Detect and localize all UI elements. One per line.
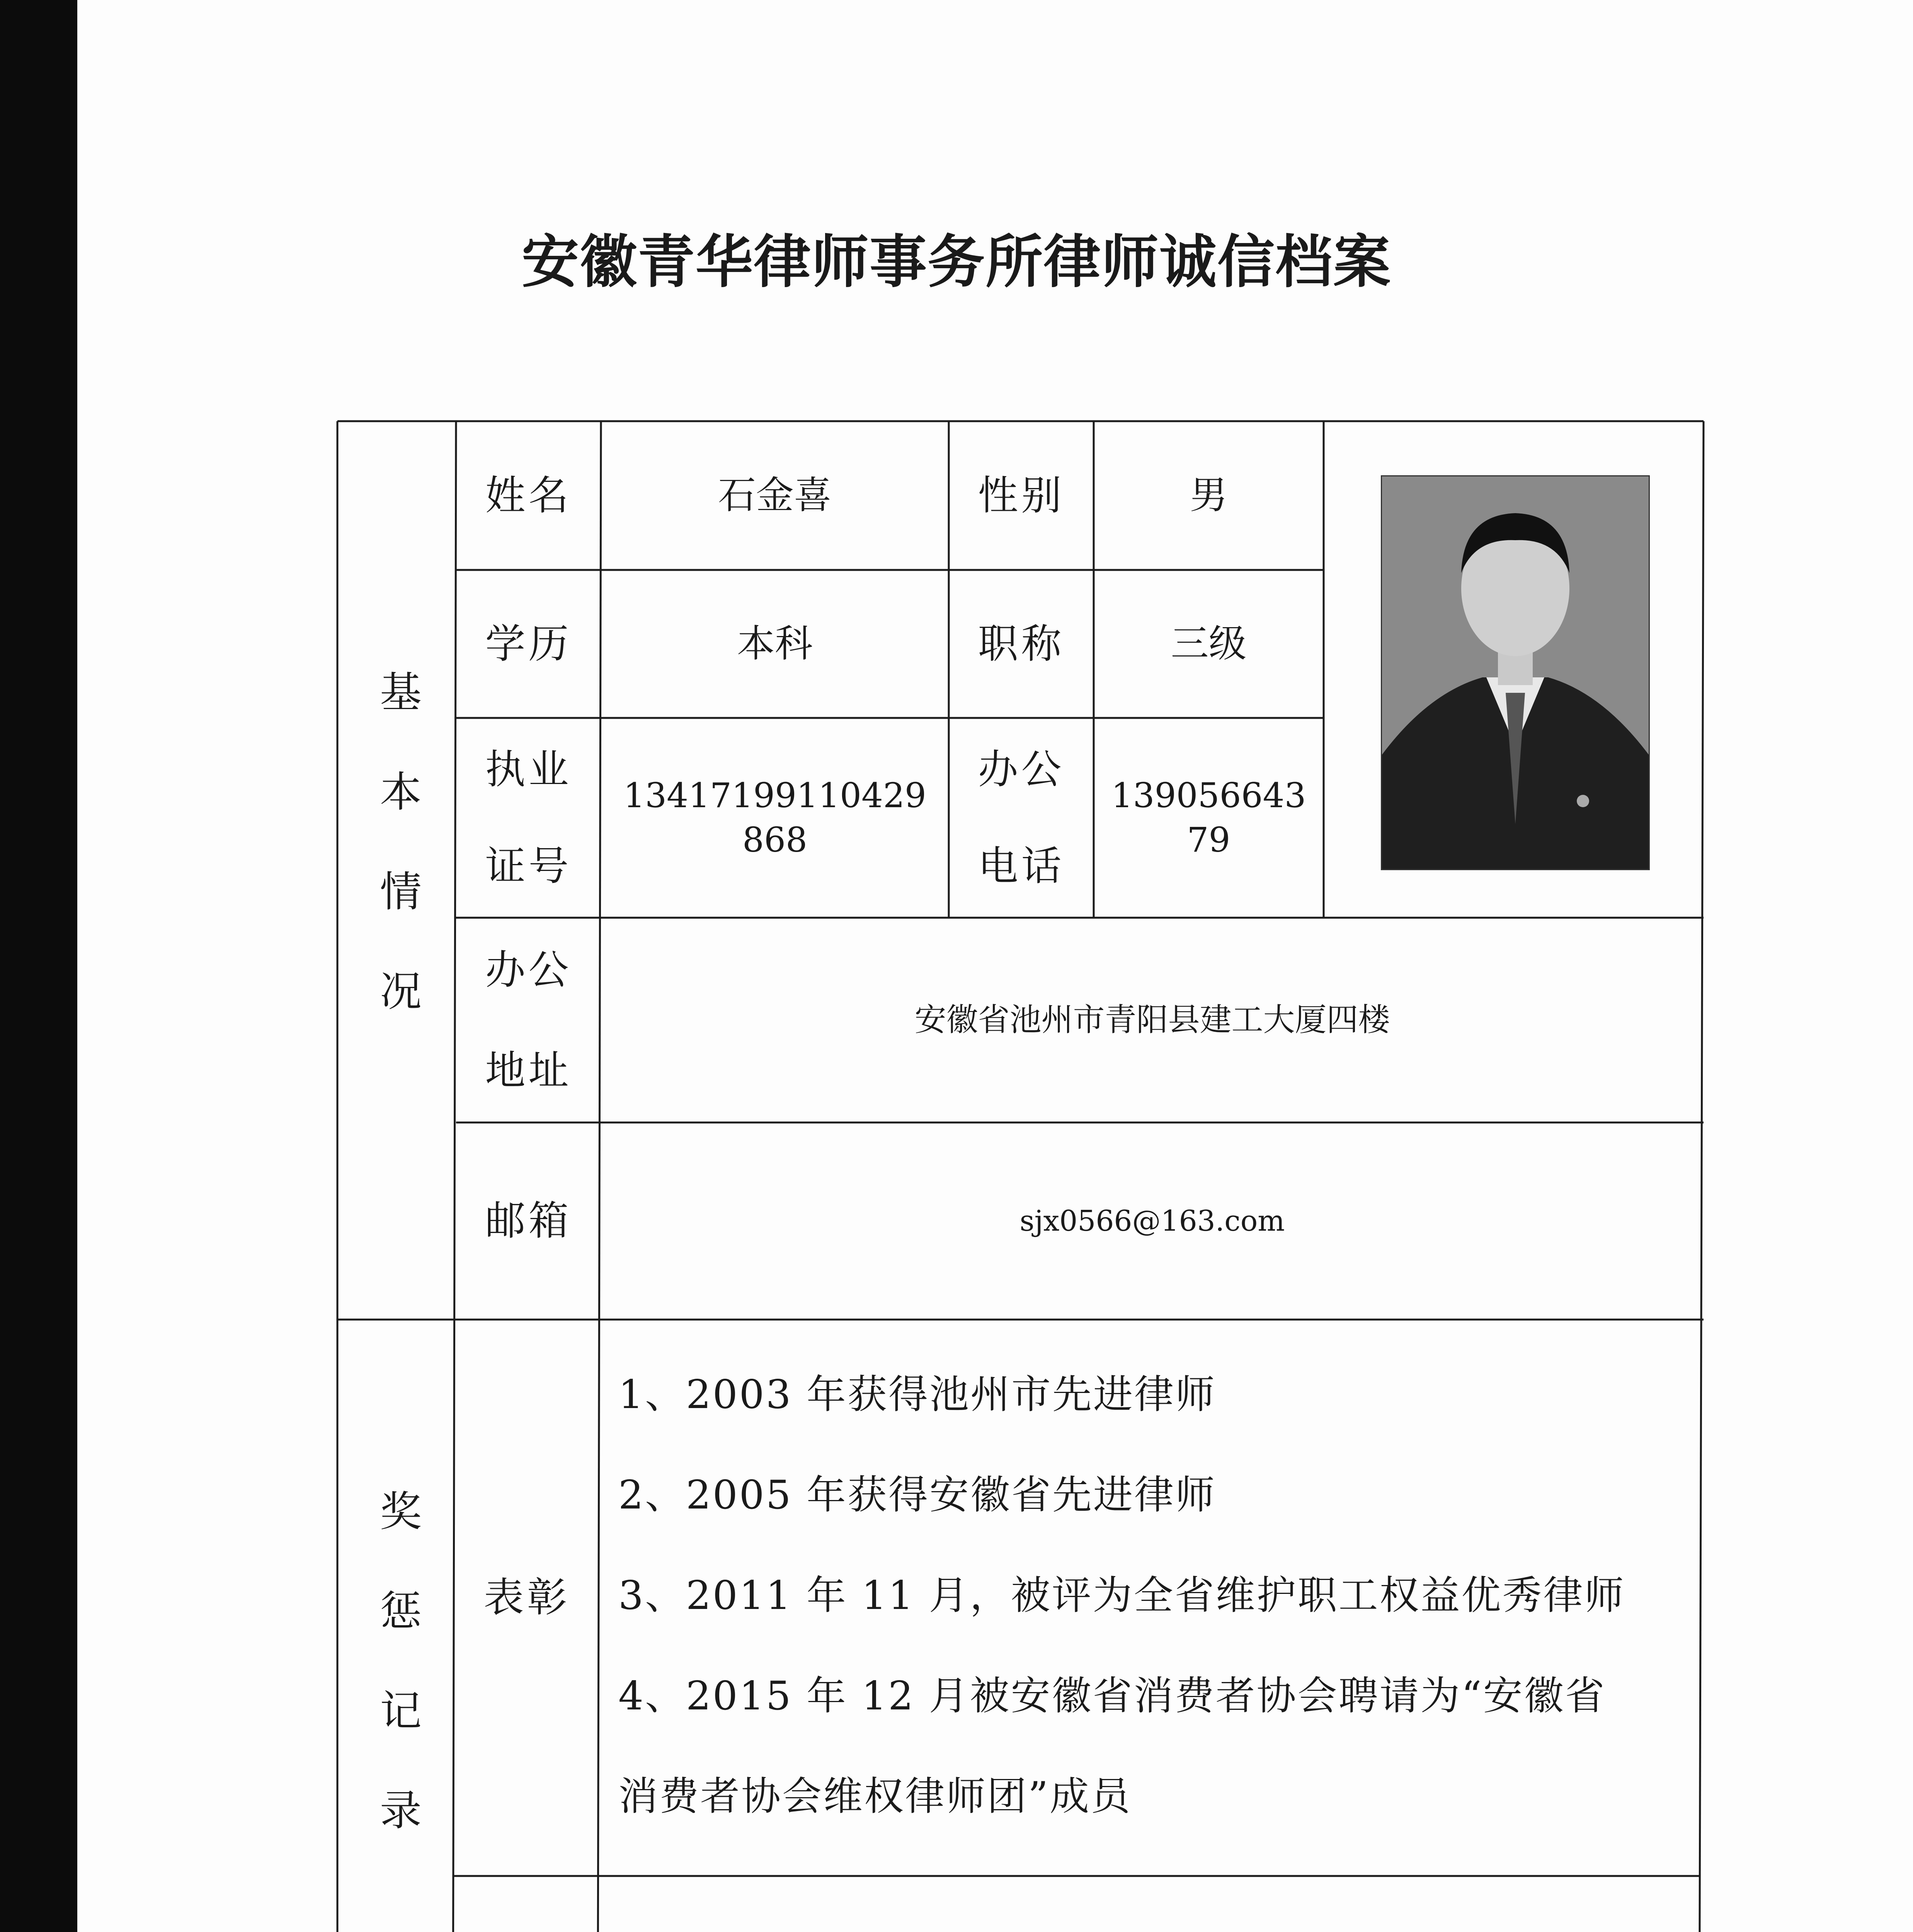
list-item: 消费者协会维权律师团”成员	[618, 1774, 1132, 1820]
page-title: 安徽青华律师事务所律师诚信档案	[522, 229, 1391, 295]
license-value: 13417199110429868	[623, 776, 926, 860]
education-label: 学历	[485, 620, 572, 667]
list-item: 1、2003 年获得池州市先进律师	[618, 1372, 1216, 1418]
lawyer-photo	[1381, 475, 1650, 870]
phone-label: 办公电话	[978, 745, 1065, 889]
email-label: 邮箱	[485, 1197, 572, 1245]
name-label: 姓名	[485, 471, 572, 519]
list-item: 4、2015 年 12 月被安徽省消费者协会聘请为“安徽省	[618, 1673, 1606, 1719]
education-value: 本科	[737, 621, 813, 666]
title-value: 三级	[1171, 621, 1247, 666]
address-value: 安徽省池州市青阳县建工大厦四楼	[914, 1002, 1390, 1039]
gender-label: 性别	[978, 471, 1065, 519]
email-value: sjx0566@163.com	[1019, 1204, 1285, 1238]
section-rewards: 奖惩记录	[373, 1489, 421, 1888]
list-item: 2、2005 年获得安徽省先进律师	[618, 1472, 1216, 1518]
commend-list	[618, 1345, 1693, 1847]
commend-label: 表彰	[483, 1574, 570, 1621]
punish-label	[453, 1876, 597, 1932]
section-basic-info: 基本情况	[373, 670, 421, 1069]
punish-value	[597, 1876, 1700, 1932]
list-item: 3、2011 年 11 月，被评为全省维护职工权益优秀律师	[618, 1573, 1625, 1619]
license-label: 执业证号	[485, 745, 572, 889]
phone-value: 13905664379	[1111, 776, 1306, 860]
name-value: 石金喜	[718, 473, 832, 517]
portrait-image	[1382, 476, 1649, 869]
gender-value: 男	[1190, 473, 1228, 517]
address-label: 办公地址	[485, 946, 572, 1094]
title-label: 职称	[978, 620, 1065, 667]
